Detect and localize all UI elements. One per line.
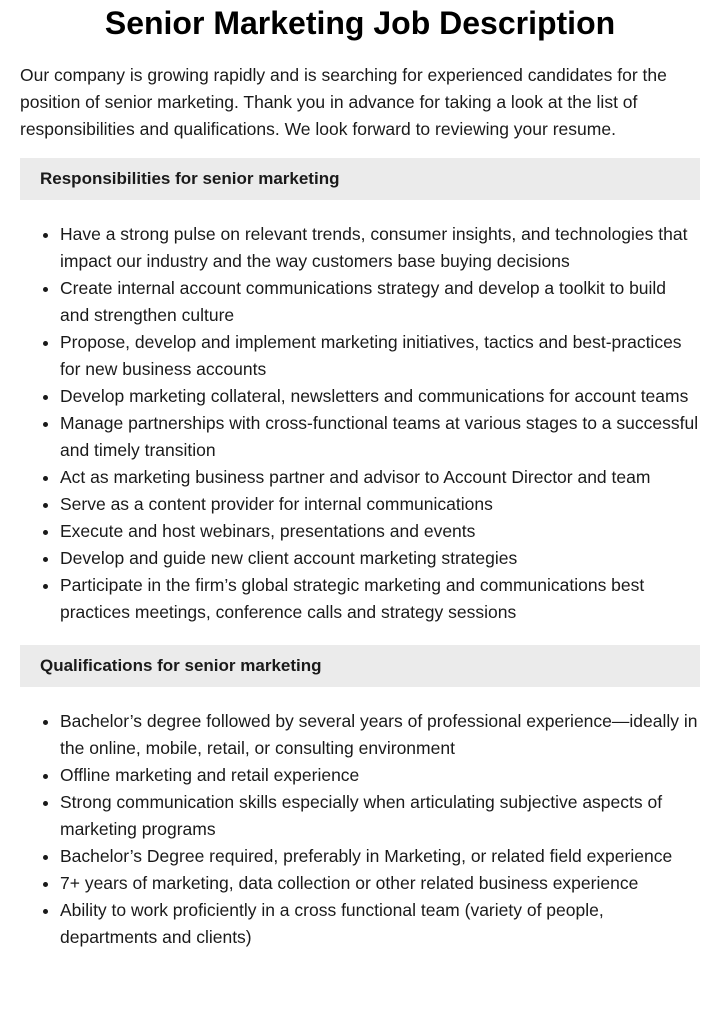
list-item: • Develop marketing collateral, newsletters and communications for account teams — [60, 383, 700, 410]
list-item: • Propose, develop and implement marketing initiatives, tactics and best-practices for new business accounts — [60, 329, 700, 383]
list-item: • Manage partnerships with cross-functional teams at various stages to a successful and timely transition — [60, 410, 700, 464]
qualifications-heading: Qualifications for senior marketing — [20, 645, 700, 687]
list-item: • Serve as a content provider for internal communications — [60, 491, 700, 518]
qualifications-list — [20, 708, 700, 951]
list-item: • Have a strong pulse on relevant trends, consumer insights, and technologies that impact our industry and the way customers base buying decisions — [60, 221, 700, 275]
page-title: Senior Marketing Job Description — [104, 5, 616, 41]
list-item: • Strong communication skills especially when articulating subjective aspects of marketing programs — [60, 789, 700, 843]
list-item: • Execute and host webinars, presentations and events — [60, 518, 700, 545]
list-item: • Ability to work proficiently in a cross functional team (variety of people, departments and clients) — [60, 897, 700, 951]
list-item: • Develop and guide new client account marketing strategies — [60, 545, 700, 572]
intro-paragraph: Our company is growing rapidly and is searching for experienced candidates for the position of senior marketing. Thank you in advance for taking a look at the list of responsibilities and qualifications. We look forward to reviewing your resume. — [20, 65, 667, 139]
list-item: • Create internal account communications strategy and develop a toolkit to build and strengthen culture — [60, 275, 700, 329]
list-item: • 7+ years of marketing, data collection or other related business experience — [60, 870, 700, 897]
responsibilities-list — [20, 221, 700, 626]
list-item: • Participate in the firm’s global strategic marketing and communications best practices meetings, conference calls and strategy sessions — [60, 572, 700, 626]
responsibilities-heading: Responsibilities for senior marketing — [20, 158, 700, 200]
list-item: • Offline marketing and retail experience — [60, 762, 700, 789]
list-item: • Act as marketing business partner and advisor to Account Director and team — [60, 464, 700, 491]
list-item: • Bachelor’s degree followed by several years of professional experience—ideally in the online, mobile, retail, or consulting environment — [60, 708, 700, 762]
list-item: • Bachelor’s Degree required, preferably in Marketing, or related field experience — [60, 843, 700, 870]
